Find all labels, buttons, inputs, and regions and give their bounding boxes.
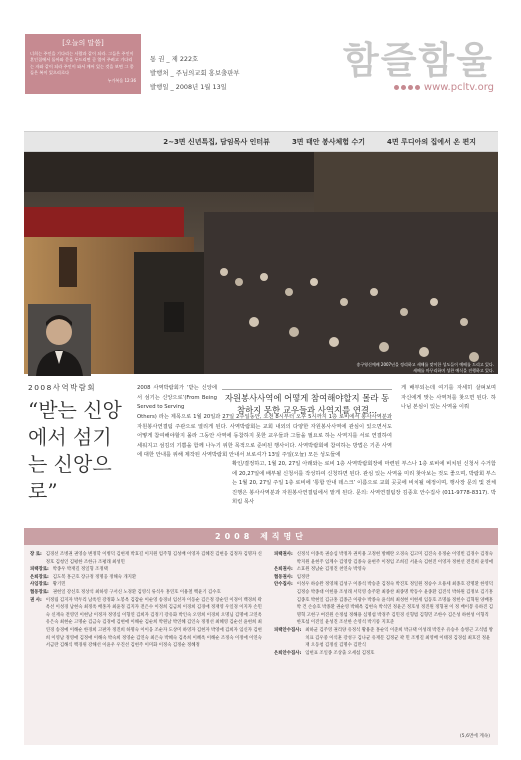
staff-list (24, 545, 498, 745)
site-url-text: www.pcltv.org (423, 82, 494, 93)
staff-role-row (30, 589, 262, 597)
contents-bar (24, 131, 498, 152)
staff-role-row (274, 581, 494, 627)
publish-date: 발행일 _ 2008년 1월 13일 (150, 83, 227, 91)
role-label: 은퇴안수집사: (274, 650, 302, 656)
feature-headline: “받는 신앙에서 섬기는 신앙으로” (28, 398, 122, 503)
issue-number: 통 권 _ 제 222호 (150, 55, 199, 63)
daily-verse-reference: 누가복음 12:36 (107, 77, 136, 83)
masthead-title: 함즐함울 (343, 39, 494, 82)
dots-icon (394, 85, 420, 90)
article-column: 게 배부되는데 여기를 자세히 살펴보며 자신에게 맞는 사역처를 찾으면 된다. 하나님 본심이 있는 사역을 이뤄 (401, 385, 496, 410)
daily-verse-text: 너희는 주인을 기다리는 사람과 같이 되라. 그들은 주인이 혼인집에서 돌아와 문을 두드리면 곧 열어 주려고 기다리는 자와 같이 되라 주인이 와서 깨어 있는 것을 보면 그 종들은 복이 있으리로다 (30, 51, 134, 76)
contents-item[interactable]: 4면 루디아의 집에서 온 편지 (386, 137, 476, 146)
site-url[interactable] (394, 82, 494, 93)
service-photo (24, 152, 498, 374)
role-label: 은퇴권사: (274, 567, 293, 573)
staff-role-row (274, 566, 494, 574)
photo-caption-line: 송구영신예배 2007년을 정리하고 새해를 맞이한 성도들이 예배를 드리고 있다. (356, 362, 494, 367)
role-names: 김도복 홍근호 장규정 정명웅 정해숙 개지환 (52, 574, 137, 580)
role-names: 임헌표 조일종 조상출 오세섭 김정호 (305, 650, 375, 656)
article-column: 2008 사역박람회가 ‘받는 신앙에서 섬기는 신앙으로’(From Being Served to Serving (137, 385, 217, 410)
role-names: 임정란 (296, 574, 310, 580)
continued-note: (5,6면에 계속) (459, 734, 490, 739)
daily-verse-title: [오늘의 말씀] (62, 39, 104, 47)
staff-column-right (274, 551, 494, 657)
staff-role-row (274, 574, 494, 582)
staff-role-row (274, 627, 494, 650)
contents-item[interactable]: 2~3면 신년특집, 담임목사 인터뷰 (163, 137, 270, 146)
feature-subhead: 자원봉사사역에 어떻게 참여해야할지 몰라 동참하지 못한 교우들과 사역지를 연결... (222, 389, 392, 420)
role-names: 신정석 이종옥 권승심 박정자 권미용 고정현 방혜란 오경숙 김고미 김진숙 유정순 이영빈 김경수 김정숙 박지원 윤현주 임계수 김영랑 김종숙 윤현주 이정임 조희길 서윤숙 김현진 이영자 정현선 전진희 윤영애 (296, 552, 494, 565)
staff-role-row (30, 597, 262, 650)
issue-meta (150, 52, 240, 94)
staff-role-row (274, 650, 494, 658)
role-names: 이정림 김지자 박두리 남옥연 강정화 노봉옥 김갑순 이순영 송경녀 임선자 이동순 김은정 장순연 이경이 백경희 곽옥선 이성경 남현숙 최정옥 배홍자 최윤정 김지자 전은수 이정희 김금희 이경희 김경애 정재영 우일경 이지자 손민숙 신재숙 전영연 이현남 이정자 정영심 이형연 김희자 김정기 강유화 박인숙 오영희 이경희 오명님 김명애 고연옥 유은숙 최현순 고명순 김금숙 김경애 김현애 이해순 김순희 박원남 박연혜 김인숙 정정선 최혜영 김순선 윤현희 최연경 송경예 이해순 한경희 고판자 정진희 하명숙 이이웅 조순자 도상미 하영자 김현자 박영애 김희자 임신자 김현희 이영남 정영애 김정애 이해숙 박숙희 정영순 김연숙 최은숙 박혜숙 김옥희 이혜옥 이해순 조정숙 이정애 이연숙 서금란 김해식 백경위 강해선 이윤우 우진선 김현주 이미화 이정숙 김정순 정혜정 (45, 597, 262, 649)
contents-item[interactable]: 3면 태안 봉사체험 수기 (291, 137, 365, 146)
service-photo-graphic (24, 152, 498, 374)
pastor-portrait-graphic (28, 304, 91, 376)
role-label: 장 로: (30, 552, 42, 557)
photo-caption (318, 362, 494, 373)
role-label: 안수집사: (274, 582, 293, 588)
photo-caption-line: 새해를 마무리하며 성찬 예식을 진행하고 있다. (412, 367, 494, 373)
role-label: 사임장로: (30, 582, 49, 588)
role-label: 협동장로: (30, 589, 49, 595)
staff-role-row (30, 574, 262, 582)
staff-role-row (30, 566, 262, 574)
article-column: 확인/결정하고, 1월 20, 27일 아래와는 로비 1층 사역박람회장에 마련된 부스나 1층 로비에 비치된 신청서 수거함에 20,27일에 배부될 신청서를 작성하여 신청하면 된다. 관심 있는 사역을 미리 찾아보는 것도 좋으며, 박람회 부스는 1월 20, 27일 주일 1층 로비에 ‘통합 안내 데스크’ 이름으로 교회 곳곳에 비치될 예정이며, 행사장 문의 및 전체진행은 봉사사역분과 자원봉사연결팀에서 맡게 된다. 문의: 사역연결팀장 김종호 안수집사 (011-9778-8317). 박희림 목사 (232, 461, 496, 505)
role-names: 이성우 하승완 정영채 김성구 이종석 박승준 김정숙 박진호 정일원 정승수 오용세 최종호 강명환 한영덕 김정승 박종대 이헌용 조성래 서덕영 송주환 최종찬 최종명 박동수 윤종환 김진석 박하원 김정보 김기홍 김종호 박현일 김규홍 김종근 이광수 박종숙 윤석희 최성현 이현세 임동호 조명률 정헌수 김혁원 양배홍 박 건 손승호 박종환 권순영 박헤옥 김현숙 박석연 정윤곤 정호성 정진원 정형권 이 정 배이봉 유하진 김명혁 고현구 여진원 손정섭 정해용 심명섭 박경주 김민경 신형범 김형민 조한수 김은성 하현성 이형직 한호섭 이진일 윤성진 조선한 손영석 박기룡 지호준 (296, 582, 494, 626)
role-names: 박종우 박재길 정일형 조정택 (52, 567, 108, 573)
role-names: 소효원 정남순 김정진 천연숙 박영숙 (296, 567, 366, 573)
role-names: 권헌일 강신호 정상석 최하영 구서신 노경환 김영식 류석우 홍연호 이용철 백윤기 김수호 (52, 589, 221, 595)
role-names: 김경선 조병권 권영승 변정학 이병덕 김현재 박효길 이지원 엄주형 김성배 이영자 김혜진 김현웅 김정자 김명자 신정호 김청인 김평한 조한규 조평래 최성민 (45, 552, 262, 565)
pastor-portrait (28, 304, 91, 376)
staff-role-row (30, 581, 262, 589)
article-column: Others) 라는 제목으로 1월 20일과 27일 2주일동안, 오전 8시부터 오후 5시까지 1층 로비에서 봉사사역분과 자원봉사연결팀 주관으로 열리게 된다. 사역박람회는 교회 내외의 다양한 자원봉사사역에 관심이 있으면서도 어떻게 참여해야할지 몰라 그동안 사역에 동참하지 못한 교우들과 그들을 필요로 하는 사역지를 서로 연결하여 세워지고 섬김의 기쁨을 함께 나누기 위한 목적으로 준비된 행사이다. 사역박람회에 참여하는 방법은 기존 사역에 대한 안내를 위해 제작된 사역박람회 안내서 브로셔가 13일 주일(오늘) 모든 성도들에 (137, 414, 392, 458)
role-label: 협동권사: (274, 574, 293, 580)
staff-role-row (30, 551, 262, 566)
staff-role-row (274, 551, 494, 566)
publisher: 발행처 _ 주님의교회 홍보출판부 (150, 69, 240, 77)
role-label: 은퇴장로: (30, 574, 49, 580)
role-names: 최하균 김주영 권리양 유정석 황용준 홍순익 이준희 박규택 이성래 박진우 유승우 송병근 고석범 방치표 김우중 이석훈 강성구 김나균 유재문 김정균 곽 민 조병길 최영배 이태경 김경섭 최호진 정윤재 오동청 김정실 김명수 김만식 (305, 627, 494, 649)
staff-column-left (30, 551, 262, 650)
staff-list-title: 2008 제직명단 (24, 528, 498, 545)
role-label: 권 사: (30, 597, 42, 603)
daily-verse-box (25, 34, 141, 94)
role-names: 황기민 (52, 582, 66, 588)
role-label: 피택권사: (274, 552, 293, 557)
role-label: 피택장로: (30, 567, 49, 573)
feature-label: 2008사역박람회 (28, 383, 97, 392)
role-label: 피택안수집사: (274, 627, 302, 633)
